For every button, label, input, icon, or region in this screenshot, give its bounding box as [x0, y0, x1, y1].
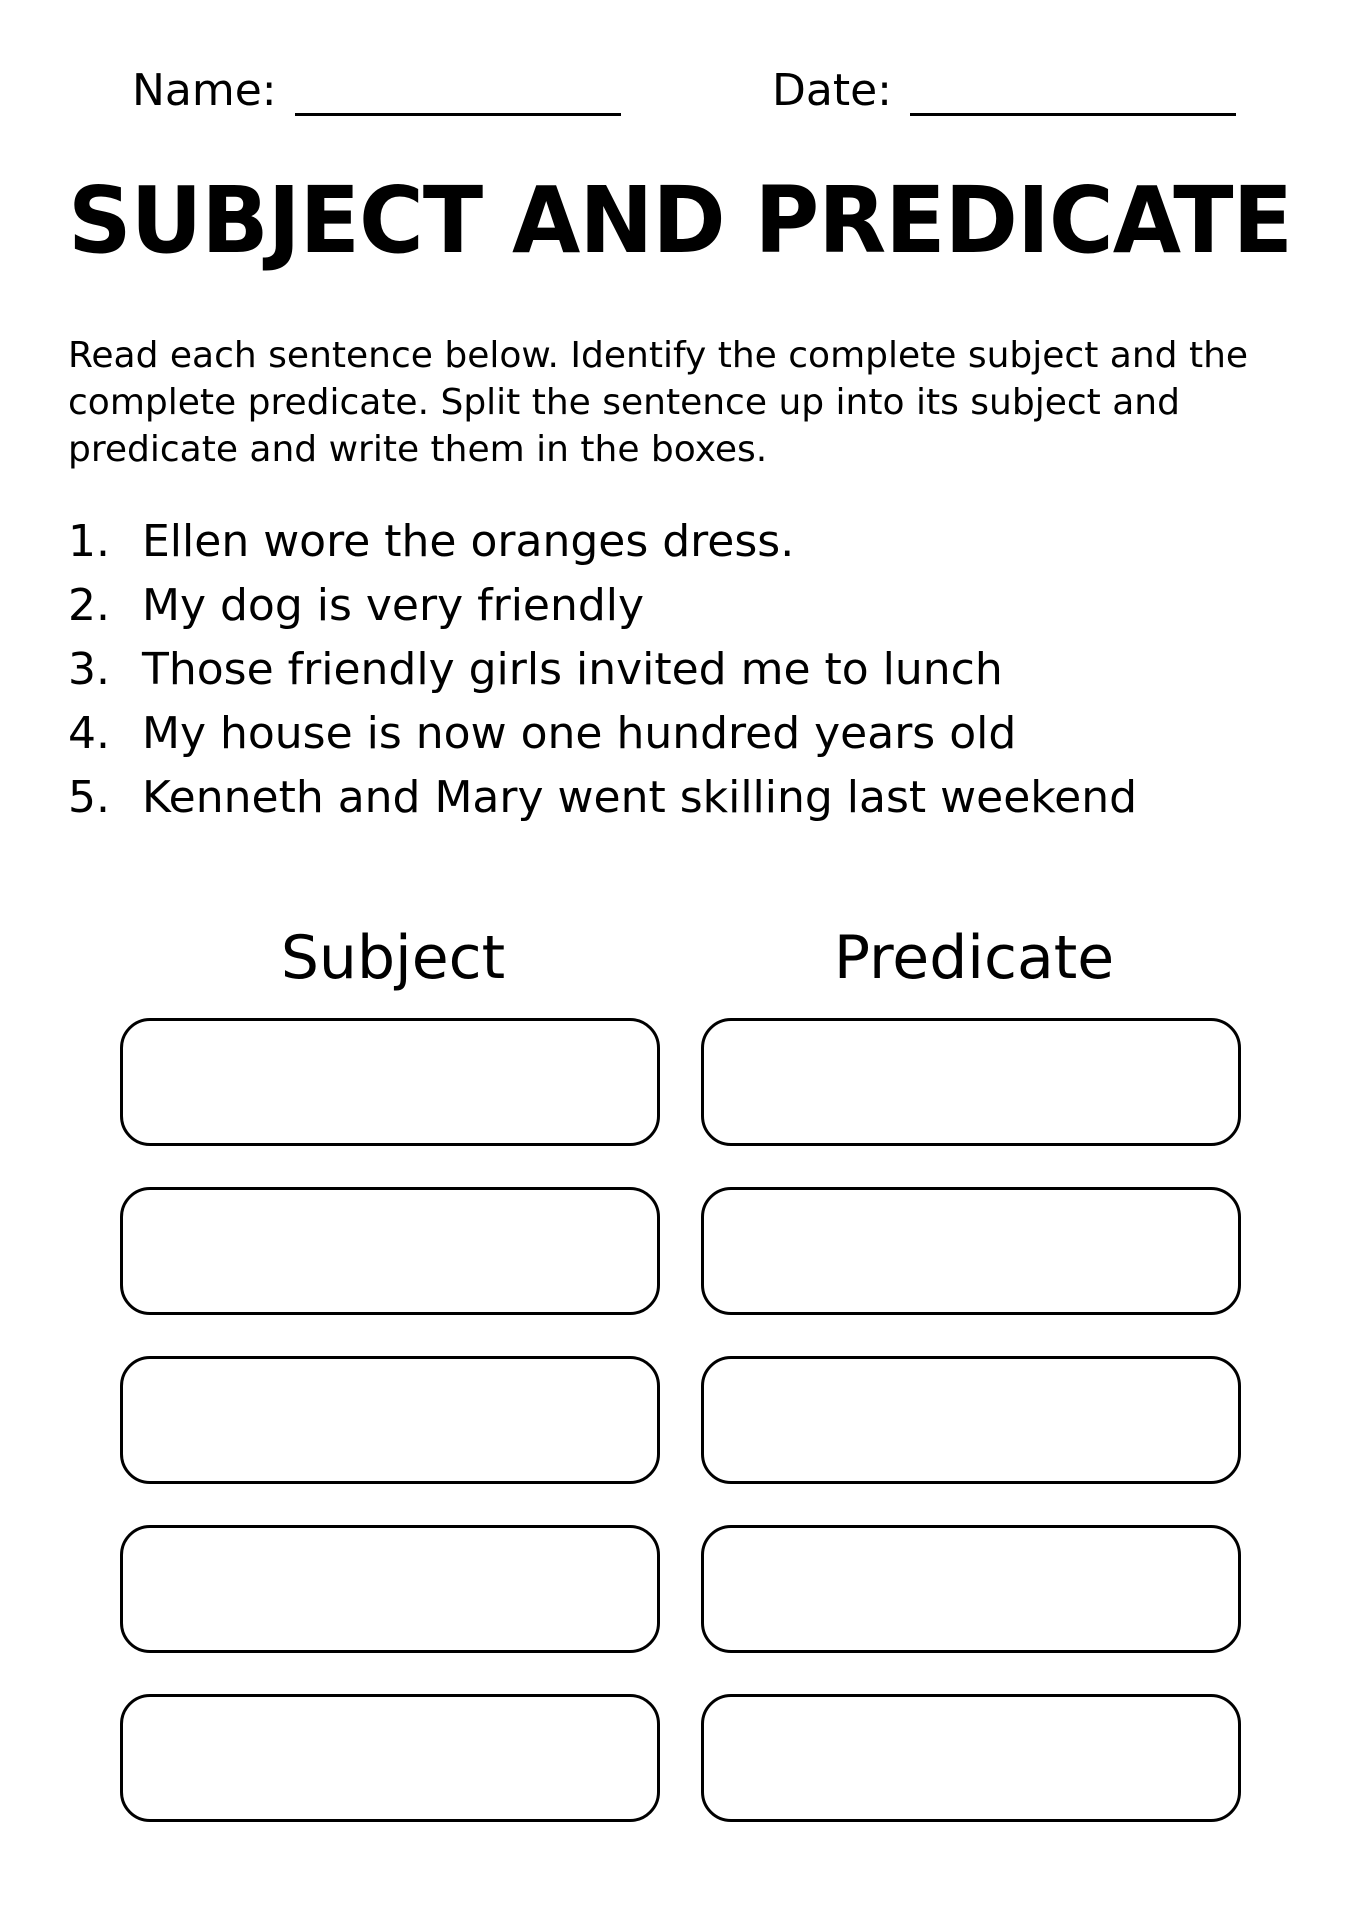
- sentence-item: [68, 766, 1137, 830]
- sentence-text: My dog is very friendly: [142, 580, 645, 631]
- sentence-item: [68, 510, 1137, 574]
- subject-box-1[interactable]: [120, 1018, 660, 1146]
- sentence-number: 1.: [68, 516, 110, 567]
- sentence-number: 5.: [68, 772, 110, 823]
- sentence-text: Ellen wore the oranges dress.: [142, 516, 795, 567]
- sentence-text: My house is now one hundred years old: [142, 708, 1017, 759]
- name-field: [132, 56, 621, 116]
- name-label: Name:: [132, 65, 277, 116]
- page-title: SUBJECT AND PREDICATE: [68, 167, 1292, 274]
- sentence-item: [68, 638, 1137, 702]
- date-blank-line[interactable]: [910, 67, 1236, 116]
- predicate-box-2[interactable]: [701, 1187, 1241, 1315]
- sentence-text: Kenneth and Mary went skilling last weekend: [142, 772, 1138, 823]
- sentence-number: 3.: [68, 644, 110, 695]
- predicate-box-1[interactable]: [701, 1018, 1241, 1146]
- instructions: Read each sentence below. Identify the complete subject and the complete predicate. Split the sentence up into its subject and predicate and write them in the boxes.: [68, 335, 1249, 470]
- predicate-box-4[interactable]: [701, 1525, 1241, 1653]
- predicate-box-3[interactable]: [701, 1356, 1241, 1484]
- sentence-item: [68, 574, 1137, 638]
- header-row: [132, 56, 1242, 116]
- date-field: [772, 56, 1236, 116]
- predicate-heading: Predicate: [833, 923, 1115, 993]
- subject-box-5[interactable]: [120, 1694, 660, 1822]
- name-blank-line[interactable]: [295, 67, 621, 116]
- subject-box-4[interactable]: [120, 1525, 660, 1653]
- date-label: Date:: [772, 65, 892, 116]
- sentence-number: 2.: [68, 580, 110, 631]
- sentence-list: [68, 510, 1137, 830]
- sentence-text: Those friendly girls invited me to lunch: [142, 644, 1003, 695]
- subject-heading: Subject: [280, 923, 506, 993]
- sentence-number: 4.: [68, 708, 110, 759]
- subject-box-3[interactable]: [120, 1356, 660, 1484]
- subject-box-2[interactable]: [120, 1187, 660, 1315]
- predicate-box-5[interactable]: [701, 1694, 1241, 1822]
- sentence-item: [68, 702, 1137, 766]
